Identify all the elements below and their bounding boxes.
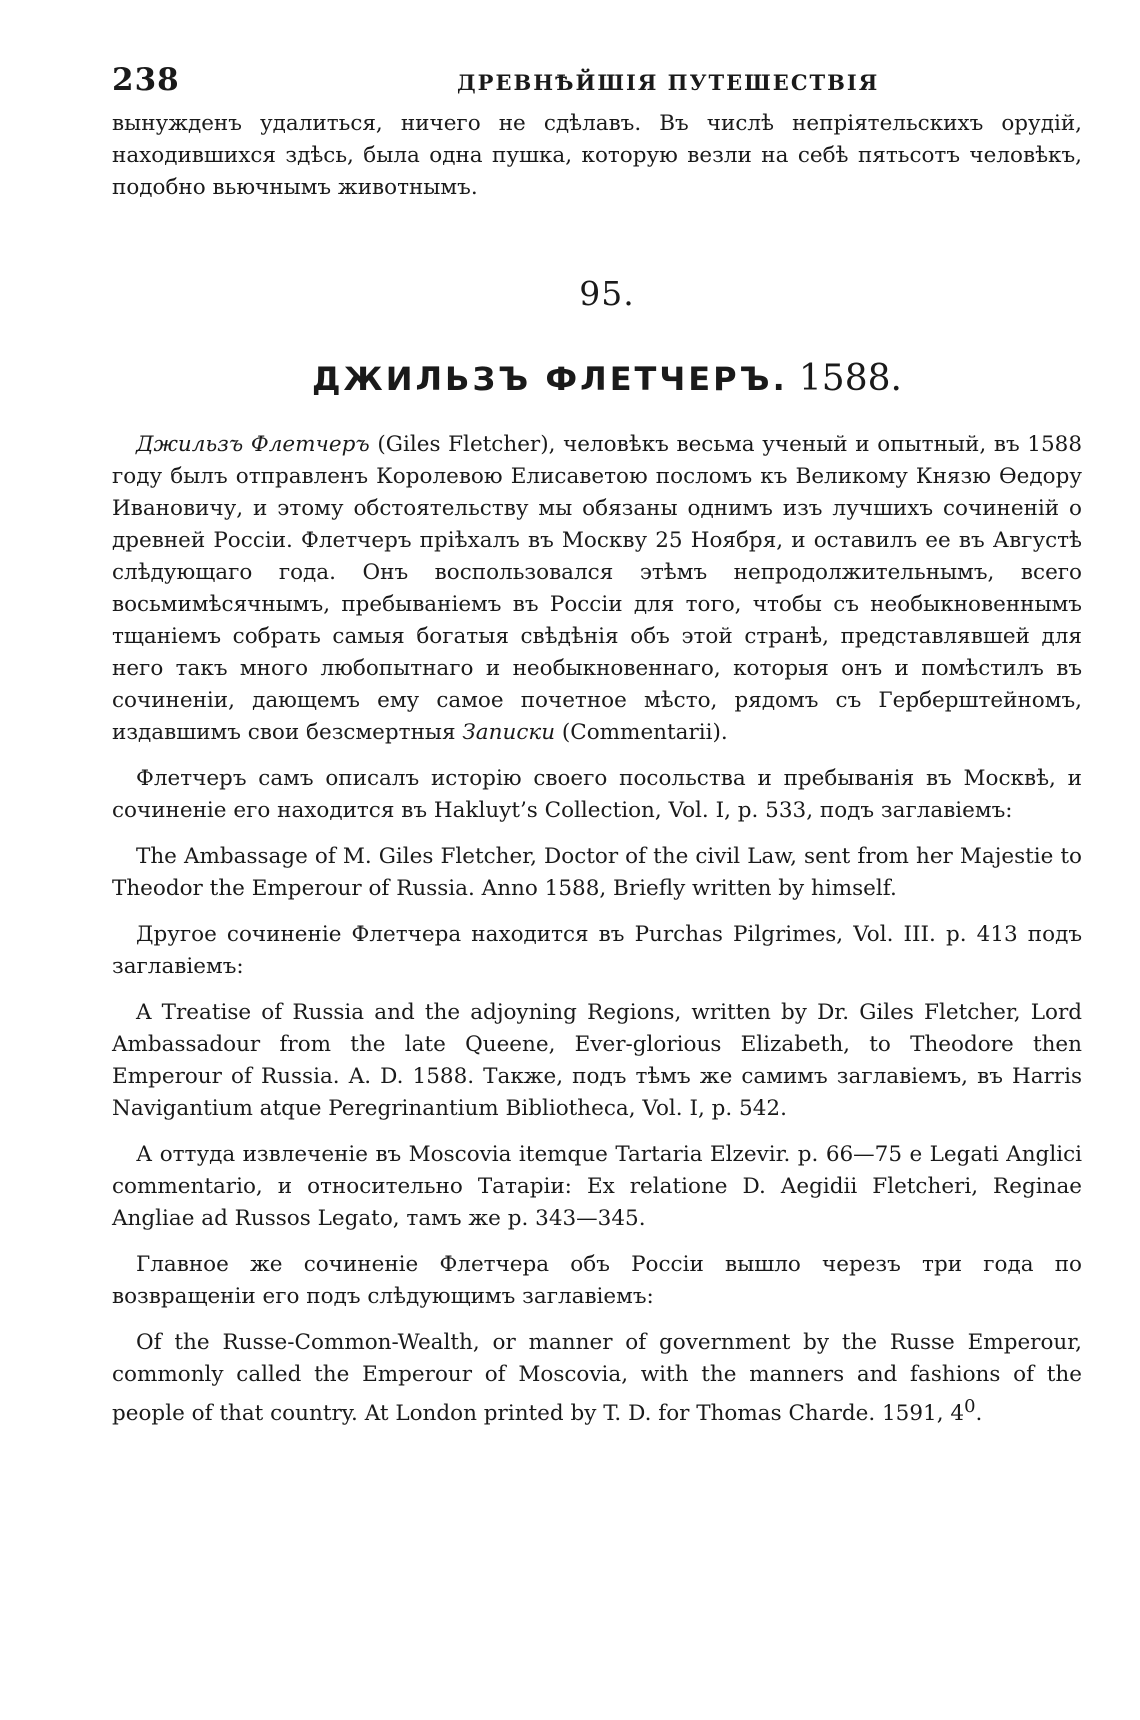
page bbox=[112, 58, 1082, 1430]
running-head bbox=[112, 58, 1082, 108]
entry-heading-name: ДЖИЛЬЗЪ ФЛЕТЧЕРЪ. bbox=[312, 360, 788, 398]
paragraph: A Treatise of Russia and the adjoyning Regions, written by Dr. Giles Fletcher, Lord Ambassadour from the late Queene, Ever-glorious Elizabeth, to Theodore then Emperour of Russia. A. D. 1588. Также, подъ тѣмъ же самимъ заглавіемъ, въ Harris Navigantium atque Peregrinantium Bibliotheca, Vol. I, p. 542. bbox=[112, 1000, 1082, 1121]
paragraph: Главное же сочиненіе Флетчера объ Россіи вышло черезъ три года по возвращеніи его подъ слѣдующимъ заглавіемъ: bbox=[112, 1252, 1082, 1309]
entry-number: 95. bbox=[579, 274, 635, 313]
final-title-paragraph bbox=[112, 1327, 1082, 1430]
intro-paragraph bbox=[112, 429, 1082, 749]
final-title-text: Of the Russe-Common-Wealth, or manner of government by the Russe Emperour, commonly called the Emperour of Moscovia, with the manners and fashions of the people of that country. At London printed by T. D. for Thomas Charde. 1591, 4 bbox=[112, 1330, 1082, 1427]
intro-text: (Giles Fletcher), человѣкъ весьма ученый и опытный, въ 1588 году былъ отправленъ Королевою Елисаветою посломъ къ Великому Князю Ѳедору Ивановичу, и этому обстоятельству мы обязаны однимъ изъ лучшихъ сочиненій о древней Россіи. Флетчеръ пріѣхалъ въ Москву 25 Ноября, и оставилъ ее въ Августѣ слѣдующаго года. Онъ воспользовался этѣмъ непродолжительнымъ, всего восьмимѣсячнымъ, пребываніемъ въ Россіи для того, чтобы съ необыкновеннымъ тщаніемъ собрать самыя богатыя свѣдѣнія объ этой странѣ, представлявшей для него такъ много любопытнаго и необыкновеннаго, которыя онъ и помѣстилъ въ сочиненіи, дающемъ ему самое почетное мѣсто, рядомъ съ Герберштейномъ, издавшимъ свои безсмертныя bbox=[112, 432, 1083, 745]
intro-name-italic: Джильзъ Флетчеръ bbox=[136, 432, 370, 457]
paragraph: Флетчеръ самъ описалъ исторію своего посольства и пребыванія въ Москвѣ, и сочиненіе его находится въ Hakluyt’s Collection, Vol. I, p. 533, подъ заглавіемъ: bbox=[112, 766, 1082, 823]
running-title: ДРЕВНѢЙШІЯ ПУТЕШЕСТВІЯ bbox=[457, 70, 880, 95]
final-title-punct: . bbox=[975, 1401, 983, 1427]
page-number: 238 bbox=[112, 62, 180, 98]
intro-zapiski-italic: Записки bbox=[462, 720, 556, 745]
paragraph: А оттуда извлеченіе въ Moscovia itemque Tartaria Elzevir. p. 66—75 e Legati Anglici commentario, и относительно Татаріи: Ex relatione D. Aegidii Fletcheri, Reginae Angliae ad Russos Legato, тамъ же p. 343—345. bbox=[112, 1142, 1082, 1231]
entry-heading bbox=[112, 357, 1082, 401]
paragraph: Другое сочиненіе Флетчера находится въ Purchas Pilgrimes, Vol. III. p. 413 подъ заглавіемъ: bbox=[112, 922, 1082, 979]
continuation-paragraph: вынужденъ удалиться, ничего не сдѣлавъ. Въ числѣ непріятельскихъ орудій, находившихся здѣсь, была одна пушка, которую везли на себѣ пятьсотъ человѣкъ, подобно вьючнымъ животнымъ. bbox=[112, 111, 1082, 200]
intro-text-end: (Commentarii). bbox=[555, 720, 728, 745]
entry-heading-year: 1588. bbox=[798, 358, 902, 399]
paragraph: The Ambassage of M. Giles Fletcher, Doctor of the civil Law, sent from her Majestie to Theodor the Emperour of Russia. Anno 1588, Briefly written by himself. bbox=[112, 844, 1082, 901]
final-title-superscript: 0 bbox=[964, 1396, 976, 1417]
